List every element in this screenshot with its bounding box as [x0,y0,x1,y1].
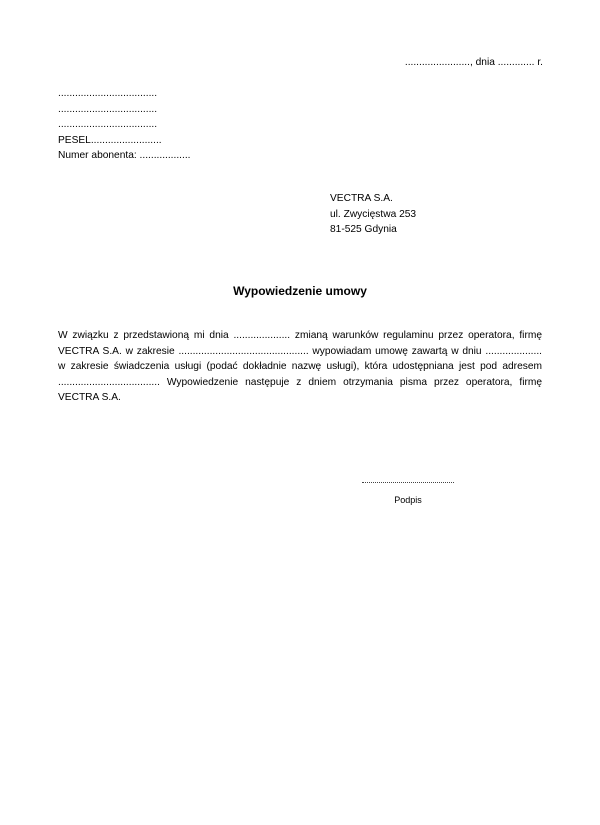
document-title: Wypowiedzenie umowy [233,284,367,298]
recipient-name: VECTRA S.A. [330,193,393,204]
sender-name-line: ................................... [58,88,158,99]
letter-body: W związku z przedstawioną mi dnia .................... zmianą warunków regulaminu przez operatora, firmę VECTRA S.A. w zakresie .............................................. wypowiadam umowę zawartą w dniu .................... w zakresie świadczenia usługi (podać dokładnie nazwę usługi), która udostępniana jest pod adresem .................................... Wypowiedzenie następuje z dniem otrzymania pisma przez operatora, firmę VECTRA S.A. [58,330,542,403]
sender-subscriber-number-line: Numer abonenta: .................. [58,150,191,161]
recipient-city: 81-525 Gdynia [330,224,397,235]
recipient-street: ul. Zwycięstwa 253 [330,208,417,220]
sender-city-line: ................................... [58,119,158,130]
place-and-date-line: ......................., dnia ............. r. [404,57,543,68]
sender-pesel-line: PESEL......................... [58,134,162,146]
recipient-block [330,192,416,239]
sender-address-line: ................................... [58,103,158,115]
sender-block [58,87,191,165]
signature-line [362,482,454,483]
signature-label: Podpis [394,495,422,505]
